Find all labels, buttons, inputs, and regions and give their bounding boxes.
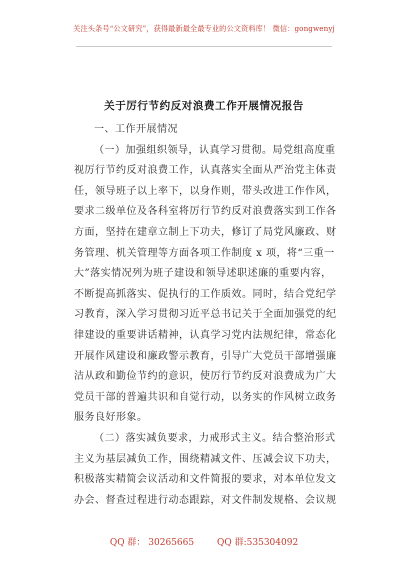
text-line: 开展作风建设和廉政警示教育，引导广大党员干部增强廉 — [74, 350, 336, 362]
text-line: 大”落实情况列为班子建设和领导述职述廉的重要内容， — [74, 268, 332, 280]
section-heading: 一、工作开展情况 — [94, 124, 178, 135]
header-divider — [76, 46, 332, 47]
text-line: 视厉行节约反对浪费工作，认真落实全面从严治党主体责 — [74, 165, 336, 177]
text-line: 习教育，深入学习贯彻习近平总书记关于全面加强党的纪 — [74, 309, 336, 321]
text-line: 务管理、机关管理等方面各项工作制度 x 项，将“三重一 — [74, 247, 335, 259]
document-title: 关于厉行节约反对浪费工作开展情况报告 — [104, 100, 304, 112]
paragraph-2 — [74, 429, 336, 511]
header-banner: 关注头条号“公文研究”，获得最新最全最专业的公文资料库！ 微信：gongwenyj — [73, 24, 335, 33]
text-line: 任，领导班子以上率下，以身作则，带头改进工作作风， — [74, 185, 336, 197]
text-line: 主义为基层减负工作，围绕精减文件、压减会议下功夫， — [74, 453, 336, 465]
paragraph-1 — [74, 141, 336, 429]
text-line: 方面，坚持在建章立制上下功夫，修订了局党风廉政、财 — [74, 226, 336, 238]
text-line: 律建设的重要讲话精神，认真学习党内法规纪律，常态化 — [74, 329, 336, 341]
text-line: 积极落实精简会议活动和文件简报的要求，对本单位发文 — [74, 474, 336, 486]
footer-qq-group-2: QQ 群:535304092 — [216, 538, 299, 548]
text-line: 党员干部的普遍共识和自觉行动，以务实的作风树立政务 — [74, 391, 336, 403]
text-line: 不断提高抓落实、促执行的工作质效。同时，结合党纪学 — [74, 288, 336, 300]
text-line: 要求二级单位及各科室将厉行节约反对浪费落实到工作各 — [74, 206, 336, 218]
text-line: （一）加强组织领导，认真学习贯彻。局党组高度重 — [94, 144, 336, 156]
text-line: 服务良好形象。 — [74, 412, 148, 424]
text-line: 洁从政和勤俭节约的意识，使厉行节约反对浪费成为广大 — [74, 371, 336, 383]
footer-qq-group-1: QQ 群： 30265665 — [109, 538, 195, 548]
document-body — [74, 120, 336, 511]
footer — [0, 535, 408, 548]
text-line: 办会、督查过程进行动态跟踪，对文件制发规格、会议规 — [74, 494, 336, 506]
text-line: （二）落实减负要求，力戒形式主义。结合整治形式 — [94, 432, 336, 444]
